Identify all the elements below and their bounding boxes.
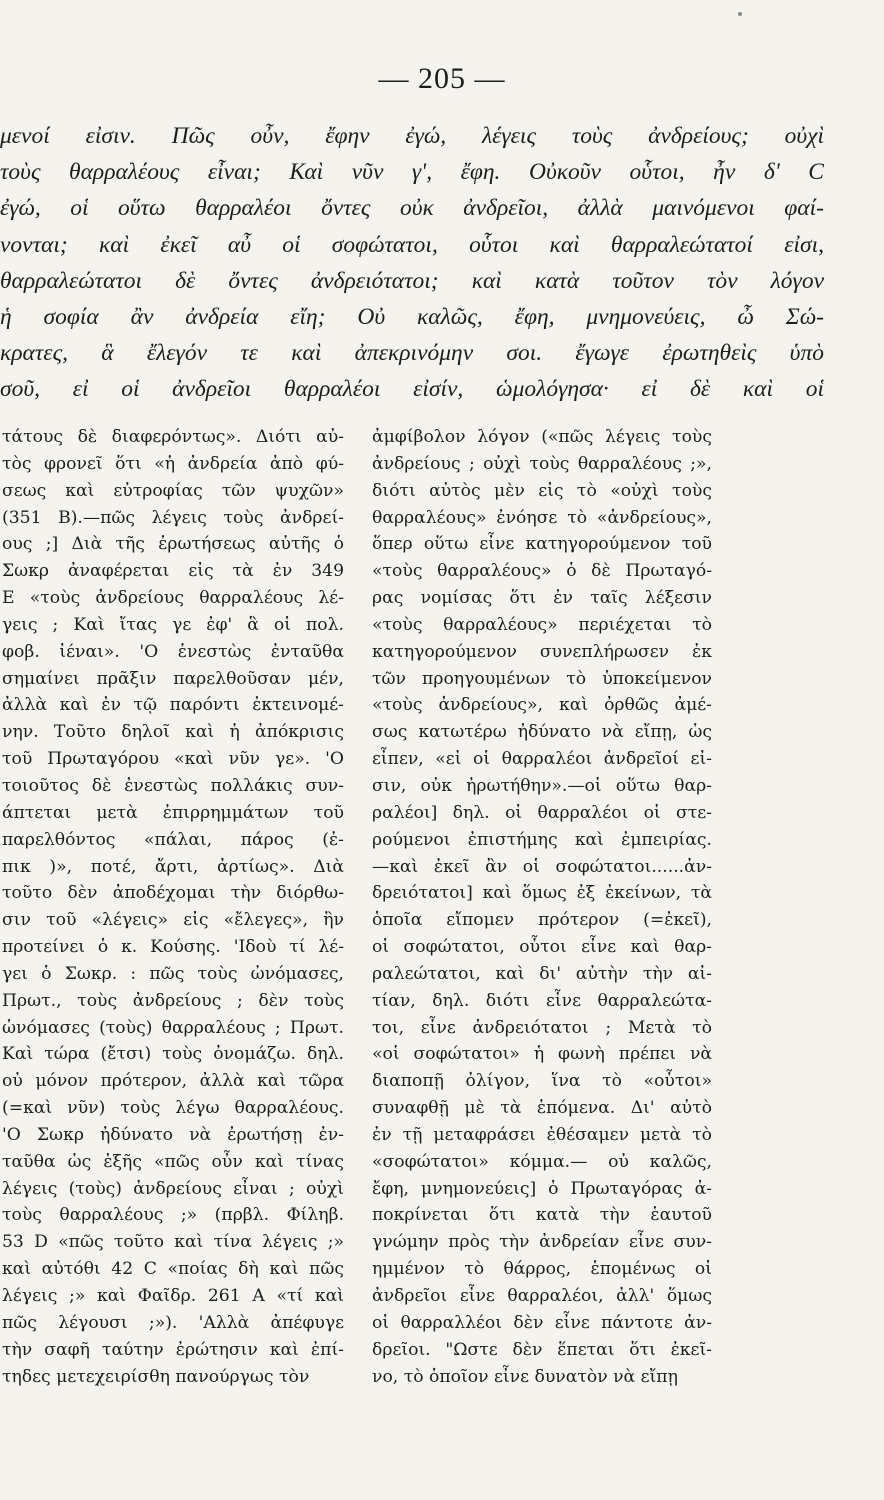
commentary-line: φοβ. ἰέναι». 'Ο ἐνεστὼς ἐνταῦθα — [2, 641, 344, 662]
commentary-line: πῶς λέγουσι ;»). 'Αλλὰ ἀπέφυγε — [2, 1312, 344, 1333]
commentary-line: συναφθῇ μὲ τὰ ἑπόμενα. Δι' αὐτὸ — [372, 1098, 712, 1119]
main-text-line: τοὺς θαρραλέους εἶναι; Καὶ νῦν γ', ἔφη. Οὐκοῦν οὗτοι, ἦν δ' C — [0, 159, 824, 186]
commentary-line: τάτους δὲ διαφερόντως». Διότι αὐ- — [2, 427, 344, 447]
commentary-line: σημαίνει πρᾶξιν παρελθοῦσαν μέν, — [2, 668, 344, 689]
commentary-line: «σοφώτατοι» κόμμα.— οὐ καλῶς, — [372, 1151, 712, 1172]
commentary-line: ἀνδρείους ; οὐχὶ τοὺς θαρραλέους ;», — [372, 453, 712, 474]
commentary-line: σιν τοῦ «λέγεις» εἰς «ἔλεγες», ἣν — [2, 910, 344, 931]
commentary-line: ραλέοι] δηλ. οἱ θαρραλέοι οἱ στε- — [372, 802, 712, 823]
commentary-line: ους ;] Διὰ τῆς ἐρωτήσεως αὐτῆς ὁ — [2, 534, 344, 555]
commentary-line: λέγεις (τοὺς) ἀνδρείους εἶναι ; οὐχὶ — [2, 1178, 344, 1199]
commentary-line: Πρωτ., τοὺς ἀνδρείους ; δὲν τοὺς — [2, 990, 344, 1011]
commentary-line: γεις ; Καὶ ἴτας γε ἐφ' ἃ οἱ πολ. — [2, 614, 344, 635]
main-text-line: σοῦ, εἰ οἱ ἀνδρεῖοι θαρραλέοι εἰσίν, ὡμολόγησα· εἰ δὲ καὶ οἱ — [0, 376, 824, 403]
commentary-line: «τοὺς θαρραλέους» περιέχεται τὸ — [372, 614, 712, 635]
commentary-line: 53 D «πῶς τοῦτο καὶ τίνα λέγεις ;» — [2, 1232, 344, 1253]
commentary-line: ὅπερ οὕτω εἶνε κατηγορούμενον τοῦ — [372, 534, 712, 555]
commentary-line: ὠνόμασες (τοὺς) θαρραλέους ; Πρωτ. — [2, 1017, 344, 1038]
commentary-line: Καὶ τώρα (ἔτσι) τοὺς ὀνομάζω. δηλ. — [2, 1044, 344, 1065]
main-text-line: κρατες, ἃ ἔλεγόν τε καὶ ἀπεκρινόμην σοι. ἔγωγε ἐρωτηθεὶς ὑπὸ — [0, 340, 824, 367]
commentary-line: ραλεώτατοι, καὶ δι' αὐτὴν τὴν αἰ- — [372, 963, 712, 984]
commentary-line: δρειότατοι] καὶ ὅμως ἐξ ἐκείνων, τὰ — [372, 883, 712, 904]
commentary-line: —καὶ ἐκεῖ ἂν οἱ σοφώτατοι......ἀν- — [372, 856, 712, 877]
commentary-line: καὶ αὐτόθι 42 C «ποίας δὴ καὶ πῶς — [2, 1259, 344, 1280]
commentary-line: ταῦθα ὡς ἑξῆς «πῶς οὖν καὶ τίνας — [2, 1151, 344, 1172]
commentary-line: τὸς φρονεῖ ὅτι «ἡ ἀνδρεία ἀπὸ φύ- — [2, 453, 344, 474]
commentary-line: τοιοῦτος δὲ ἐνεστὼς πολλάκις συν- — [2, 775, 344, 796]
commentary-line: τηδες μετεχειρίσθη πανούργως τὸν — [2, 1366, 310, 1387]
commentary-line: ημμένον τὸ θάρρος, ἑπομένως οἱ — [372, 1259, 712, 1280]
commentary-line: δρεῖοι. "Ωστε δὲν ἕπεται ὅτι ἐκεῖ- — [372, 1339, 712, 1360]
commentary-line: τὴν σαφῆ ταύτην ἐρώτησιν καὶ ἐπί- — [2, 1339, 344, 1360]
commentary-line: Σωκρ ἀναφέρεται εἰς τὰ ἐν 349 — [2, 561, 344, 582]
main-text-line: νονται; καὶ ἐκεῖ αὖ οἱ σοφώτατοι, οὗτοι καὶ θαρραλεώτατοί εἰσι, — [0, 231, 824, 258]
commentary-line: (=καὶ νῦν) τοὺς λέγω θαρραλέους. — [2, 1098, 344, 1119]
commentary-line: ρας νομίσας ὅτι ἐν ταῖς λέξεσιν — [372, 588, 712, 609]
commentary-line: διότι αὐτὸς μὲν εἰς τὸ «οὐχὶ τοὺς — [372, 480, 712, 501]
commentary-line: σεως καὶ εὐτροφίας τῶν ψυχῶν» — [2, 480, 344, 501]
commentary-line: οἱ θαρραλλέοι δὲν εἶνε πάντοτε ἀν- — [372, 1312, 712, 1333]
main-text-line: θαρραλεώτατοι δὲ ὄντες ἀνδρειότατοι; καὶ κατὰ τοῦτον τὸν λόγον — [0, 267, 824, 294]
commentary-line: κατηγορούμενον συνεπλήρωσεν ἐκ — [372, 641, 712, 662]
commentary-line: λέγεις ;» καὶ Φαῖδρ. 261 A «τί καὶ — [2, 1286, 344, 1306]
commentary-line: γνώμην πρὸς τὴν ἀνδρείαν εἶνε συν- — [372, 1232, 712, 1253]
commentary-line: προτείνει ὁ κ. Κούσης. 'Ιδοὺ τί λέ- — [2, 937, 344, 958]
commentary-line: νην. Τοῦτο δηλοῖ καὶ ἡ ἀπόκρισις — [2, 722, 344, 743]
main-text-line: ἡ σοφία ἂν ἀνδρεία εἴη; Οὐ καλῶς, ἔφη, μνημονεύεις, ὦ Σώ- — [0, 304, 824, 331]
commentary-line: άπτεται μετὰ ἐπιρρημμάτων τοῦ — [2, 802, 344, 823]
commentary-line: 'Ο Σωκρ ἠδύνατο νὰ ἐρωτήσῃ ἐν- — [2, 1124, 344, 1145]
commentary-line: σιν, οὐκ ἠρωτήθην».—οἱ οὕτω θαρ- — [372, 775, 712, 796]
commentary-line: ἀμφίβολον λόγον («πῶς λέγεις τοὺς — [372, 427, 712, 447]
commentary-line: «τοὺς θαρραλέους» ὁ δὲ Πρωταγό- — [372, 561, 712, 582]
commentary-line: τῶν προηγουμένων τὸ ὑποκείμενον — [372, 668, 712, 689]
commentary-line: ὁποῖα εἴπομεν πρότερον (=ἐκεῖ), — [372, 910, 712, 931]
commentary-line: οἱ σοφώτατοι, οὗτοι εἶνε καὶ θαρ- — [372, 937, 712, 958]
commentary-line: νο, τὸ ὁποῖον εἶνε δυνατὸν νὰ εἴπῃ — [372, 1366, 678, 1387]
commentary-left-column — [2, 424, 344, 1390]
commentary-line: οὐ μόνον πρότερον, ἀλλὰ καὶ τῶρα — [2, 1071, 344, 1092]
paper-speck — [738, 12, 742, 16]
commentary-line: τοῦτο δὲν ἀποδέχομαι τὴν διόρθω- — [2, 883, 344, 904]
commentary-line: θαρραλέους» ἐνόησε τὸ «ἀνδρείους», — [372, 507, 712, 528]
commentary-line: τοὺς θαρραλέους ;» (πρβλ. Φίληβ. — [2, 1205, 344, 1226]
commentary-line: «οἱ σοφώτατοι» ἡ φωνὴ πρέπει νὰ — [372, 1044, 712, 1065]
main-text-line: μενοί εἰσιν. Πῶς οὖν, ἔφην ἐγώ, λέγεις τοὺς ἀνδρείους; οὐχὶ — [0, 123, 824, 149]
commentary-line: διαποπῇ ὀλίγον, ἵνα τὸ «οὗτοι» — [372, 1071, 712, 1092]
commentary-line: ἀλλὰ καὶ ἐν τῷ παρόντι ἐκτεινομέ- — [2, 695, 344, 716]
commentary-line: γει ὁ Σωκρ. : πῶς τοὺς ὠνόμασες, — [2, 963, 344, 984]
commentary-line: τίαν, δηλ. διότι εἶνε θαρραλεώτα- — [372, 990, 712, 1011]
commentary-line: τοῦ Πρωταγόρου «καὶ νῦν γε». 'Ο — [2, 749, 344, 770]
commentary-line: ἐν τῇ μεταφράσει ἐθέσαμεν μετὰ τὸ — [372, 1124, 712, 1145]
commentary-line: E «τοὺς ἀνδρείους θαρραλέους λέ- — [2, 588, 344, 609]
main-text-line: ἐγώ, οἱ οὕτω θαρραλέοι ὄντες οὐκ ἀνδρεῖοι, ἀλλὰ μαινόμενοι φαί- — [0, 195, 824, 222]
commentary-line: τοι, εἶνε ἀνδρειότατοι ; Μετὰ τὸ — [372, 1017, 712, 1038]
commentary-line: «τοὺς ἀνδρείους», καὶ ὀρθῶς ἀμέ- — [372, 695, 712, 716]
commentary-line: (351 B).—πῶς λέγεις τοὺς ἀνδρεί- — [2, 507, 344, 528]
commentary-right-column — [372, 424, 712, 1390]
commentary-line: πικ )», ποτέ, ἄρτι, ἀρτίως». Διὰ — [2, 856, 344, 877]
commentary-line: ρούμενοι ἐπιστήμης καὶ ἐμπειρίας. — [372, 829, 712, 850]
commentary-line: σως κατωτέρω ἠδύνατο νὰ εἴπῃ, ὡς — [372, 722, 712, 743]
commentary-line: εἶπεν, «εἰ οἱ θαρραλέοι ἀνδρεῖοί εἰ- — [372, 749, 712, 770]
commentary-line: ἔφη, μνημονεύεις] ὁ Πρωταγόρας ἀ- — [372, 1178, 712, 1199]
main-text-block — [0, 118, 824, 408]
commentary-line: παρελθόντος «πάλαι, πάρος (ἐ- — [2, 829, 344, 850]
commentary-line: ἀνδρεῖοι εἶνε θαρραλέοι, ἀλλ' ὅμως — [372, 1286, 712, 1306]
page-number: — 205 — — [378, 62, 506, 95]
commentary-line: ποκρίνεται ὅτι κατὰ τὴν ἑαυτοῦ — [372, 1205, 712, 1226]
